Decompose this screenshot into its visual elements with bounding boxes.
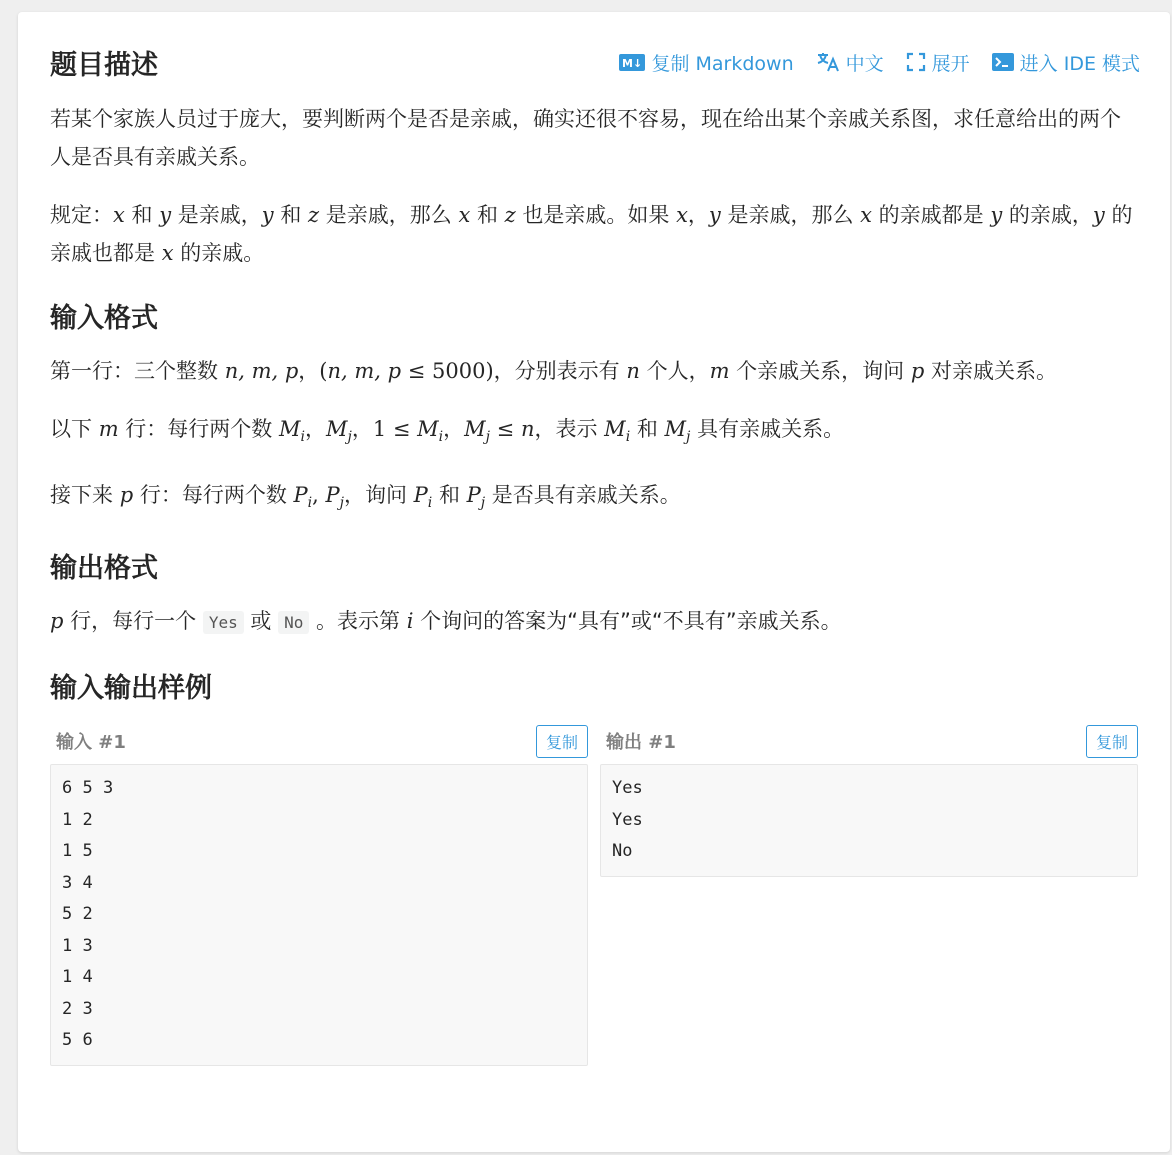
input-format-paragraph-2: 以下 m 行：每行两个数 $M_i$，$M_j$，$1 \le M_i$，$M_j \le n$，表示 $M_i$ 和 $M_j$ 具有亲戚关系。 <box>50 417 845 446</box>
description-title: 题目描述 <box>50 49 158 81</box>
input-format-paragraph-3: 接下来 p 行：每行两个数 $P_i$, $P_j$，询问 $P_i$ 和 $P_j$ 是否具有亲戚关系。 <box>50 483 681 512</box>
input-format-paragraph-1: 第一行：三个整数 n, m, p，(n, m, p ≤ 5000)，分别表示有 n 个人，m 个亲戚关系，询问 p 对亲戚关系。 <box>50 359 1057 383</box>
sample-output <box>600 722 1138 1066</box>
samples-container <box>50 722 1138 1066</box>
code-no: No <box>278 611 309 634</box>
samples-title: 输入输出样例 <box>50 672 212 704</box>
expand-button[interactable]: 展开 <box>906 49 970 76</box>
output-format-paragraph: p 行，每行一个 Yes 或 No 。表示第 i 个询问的答案为“具有”或“不具有”亲戚关系。 <box>50 609 842 634</box>
output-format-header <box>50 542 1138 588</box>
sample-input <box>50 722 588 1066</box>
output-format-title: 输出格式 <box>50 552 158 584</box>
copy-markdown-button[interactable]: M↓ 复制 Markdown <box>619 49 793 76</box>
problem-toolbar <box>619 49 1140 76</box>
translate-icon <box>816 51 840 73</box>
samples-header <box>50 662 1138 708</box>
description-paragraph-2: 规定：x 和 y 是亲戚，y 和 z 是亲戚，那么 x 和 z 也是亲戚。如果 x，y 是亲戚，那么 x 的亲戚都是 y 的亲戚，y 的亲戚也都是 x 的亲戚。 <box>50 203 1133 265</box>
description-header <box>50 42 1138 82</box>
copy-output-button[interactable]: 复制 <box>1086 725 1138 758</box>
input-format-title: 输入格式 <box>50 302 158 334</box>
code-yes: Yes <box>203 611 244 634</box>
input-format-header <box>50 292 1138 338</box>
problem-card <box>18 12 1170 1152</box>
sample-input-title: 输入 #1 <box>56 732 126 754</box>
copy-input-button[interactable]: 复制 <box>536 725 588 758</box>
expand-icon <box>906 52 926 72</box>
ide-mode-button[interactable]: 进入 IDE 模式 <box>992 49 1140 76</box>
sample-input-code: 6 5 3 1 2 1 5 3 4 5 2 1 3 1 4 2 3 5 6 <box>50 764 588 1066</box>
svg-text:M↓: M↓ <box>622 56 643 70</box>
markdown-icon <box>619 54 645 71</box>
language-button[interactable]: 中文 <box>816 49 884 76</box>
description-paragraph-1: 若某个家族人员过于庞大，要判断两个是否是亲戚，确实还很不容易，现在给出某个亲戚关系图，求任意给出的两个人是否具有亲戚关系。 <box>50 107 1121 169</box>
sample-output-title: 输出 #1 <box>606 732 676 754</box>
terminal-icon <box>992 53 1014 71</box>
sample-output-code: Yes Yes No <box>600 764 1138 877</box>
